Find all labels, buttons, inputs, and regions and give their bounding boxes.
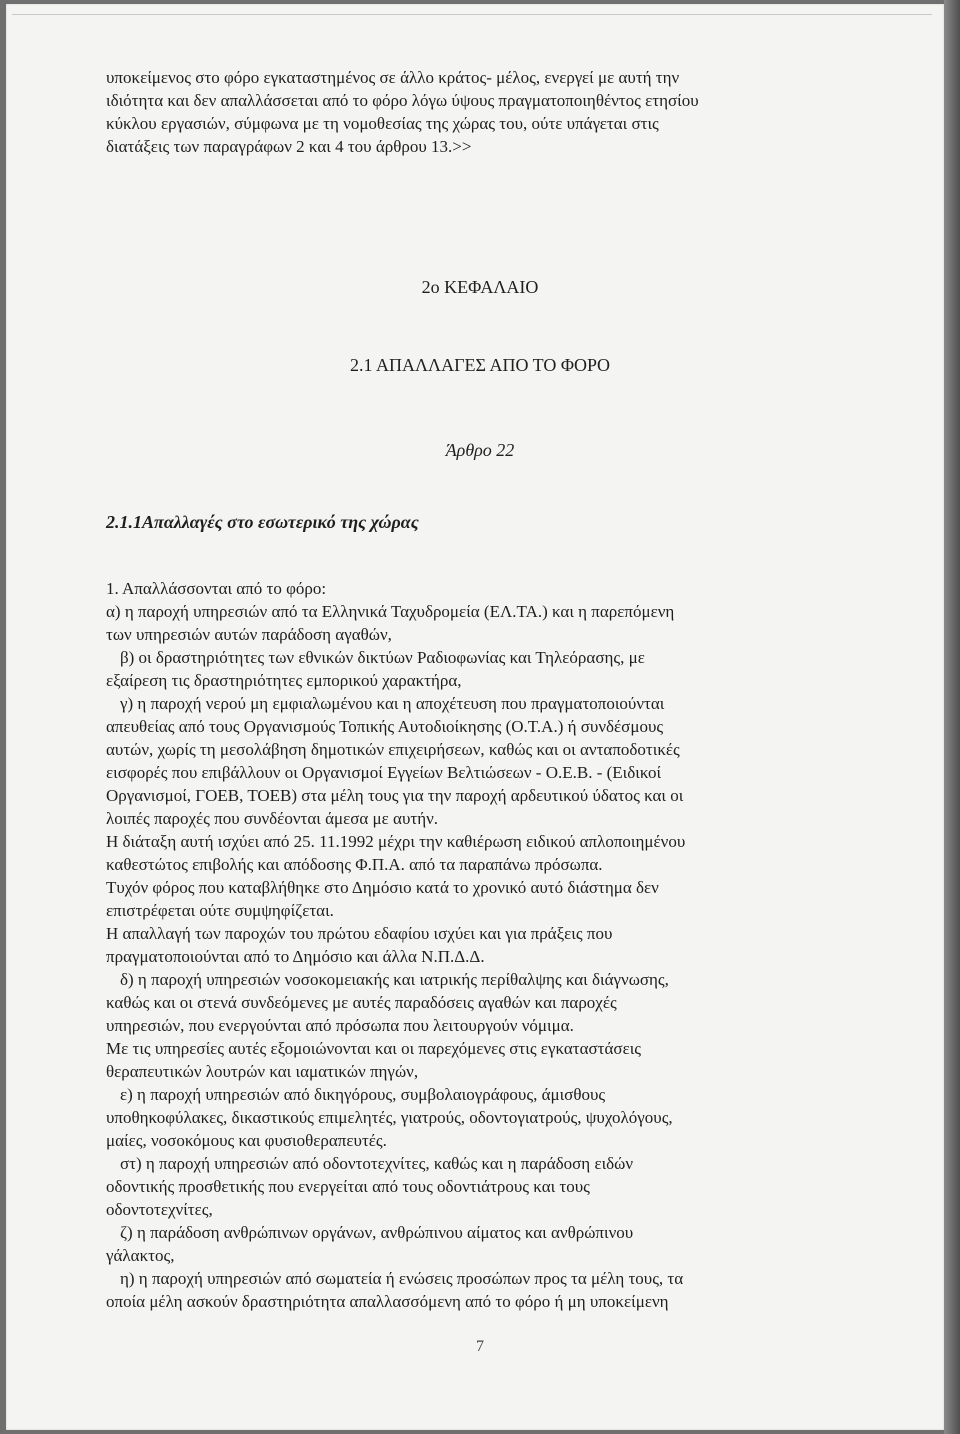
body-line: αυτών, χωρίς τη μεσολάβηση δημοτικών επιχειρήσεων, καθώς και οι ανταποδοτικές: [106, 740, 680, 759]
subsection-heading: 2.1.1Απαλλαγές στο εσωτερικό της χώρας: [106, 512, 419, 532]
page-edge-shadow: [944, 0, 960, 1434]
body-line: υπηρεσιών, που ενεργούνται από πρόσωπα που λειτουργούν νόμιμα.: [106, 1016, 574, 1035]
body-line: των υπηρεσιών αυτών παράδοση αγαθών,: [106, 625, 392, 644]
body-line: Με τις υπηρεσίες αυτές εξομοιώνονται και οι παρεχόμενες στις εγκαταστάσεις: [106, 1039, 642, 1058]
body-line: α) η παροχή υπηρεσιών από τα Ελληνικά Ταχυδρομεία (ΕΛ.ΤΑ.) και η παρεπόμενη: [106, 602, 675, 621]
intro-line: κύκλου εργασιών, σύμφωνα με τη νομοθεσίας της χώρας του, ούτε υπάγεται στις: [106, 114, 659, 133]
body-line: καθώς και οι στενά συνδεόμενες με αυτές παραδόσεις αγαθών και παροχές: [106, 993, 617, 1012]
intro-paragraph: [106, 66, 806, 158]
intro-line: διατάξεις των παραγράφων 2 και 4 του άρθρου 13.>>: [106, 137, 472, 156]
intro-line: ιδιότητα και δεν απαλλάσσεται από το φόρο λόγω ύψους πραγματοποιηθέντος ετησίου: [106, 91, 699, 110]
body-line: δ) η παροχή υπηρεσιών νοσοκομειακής και ιατρικής περίθαλψης και διάγνωσης,: [120, 970, 669, 989]
body-line: καθεστώτος επιβολής και απόδοσης Φ.Π.Α. από τα παραπάνω πρόσωπα.: [106, 855, 603, 874]
body-line: Οργανισμοί, ΓΟΕΒ, ΤΟΕΒ) στα μέλη τους για την παροχή αρδευτικού ύδατος και οι: [106, 786, 684, 805]
body-line: θεραπευτικών λουτρών και ιαματικών πηγών,: [106, 1062, 419, 1081]
body-line: γ) η παροχή νερού μη εμφιαλωμένου και η αποχέτευση που πραγματοποιούνται: [120, 694, 665, 713]
section-heading: 2.1 ΑΠΑΛΛΑΓΕΣ ΑΠΟ ΤΟ ΦΟΡΟ: [350, 355, 610, 375]
article-body: [106, 577, 806, 1313]
body-line: 1. Απαλλάσσονται από το φόρο:: [106, 579, 327, 598]
body-line: Η απαλλαγή των παροχών του πρώτου εδαφίου ισχύει και για πράξεις που: [106, 924, 613, 943]
body-line: λοιπές παροχές που συνδέονται άμεσα με αυτήν.: [106, 809, 439, 828]
body-line: ζ) η παράδοση ανθρώπινων οργάνων, ανθρώπινου αίματος και ανθρώπινου: [120, 1223, 634, 1242]
body-line: οδοντοτεχνίτες,: [106, 1200, 213, 1219]
body-line: υποθηκοφύλακες, δικαστικούς επιμελητές, γιατρούς, οδοντογιατρούς, ψυχολόγους,: [106, 1108, 673, 1127]
body-line: γάλακτος,: [106, 1246, 175, 1265]
body-line: ε) η παροχή υπηρεσιών από δικηγόρους, συμβολαιογράφους, άμισθους: [120, 1085, 606, 1104]
body-line: εισφορές που επιβάλλουν οι Οργανισμοί Εγγείων Βελτιώσεων - Ο.Ε.Β. - (Ειδικοί: [106, 763, 662, 782]
body-line: εξαίρεση τις δραστηριότητες εμπορικού χαρακτήρα,: [106, 671, 462, 690]
body-line: επιστρέφεται ούτε συμψηφίζεται.: [106, 901, 334, 920]
body-line: οποία μέλη ασκούν δραστηριότητα απαλλασσόμενη από το φόρο ή μη υποκείμενη: [106, 1292, 669, 1311]
body-line: β) οι δραστηριότητες των εθνικών δικτύων Ραδιοφωνίας και Τηλεόρασης, με: [120, 648, 645, 667]
body-line: απευθείας από τους Οργανισμούς Τοπικής Αυτοδιοίκησης (Ο.Τ.Α.) ή συνδέσμους: [106, 717, 664, 736]
chapter-heading: 2ο ΚΕΦΑΛΑΙΟ: [421, 277, 539, 297]
scan-top-line: [12, 14, 932, 15]
body-line: πραγματοποιούνται από το Δημόσιο και άλλα Ν.Π.Δ.Δ.: [106, 947, 485, 966]
body-line: η) η παροχή υπηρεσιών από σωματεία ή ενώσεις προσώπων προς τα μέλη τους, τα: [120, 1269, 684, 1288]
intro-line: υποκείμενος στο φόρο εγκαταστημένος σε άλλο κράτος- μέλος, ενεργεί με αυτή την: [106, 68, 680, 87]
article-heading: Άρθρο 22: [445, 440, 515, 460]
body-line: στ) η παροχή υπηρεσιών από οδοντοτεχνίτες, καθώς και η παράδοση ειδών: [120, 1154, 634, 1173]
body-line: Τυχόν φόρος που καταβλήθηκε στο Δημόσιο κατά το χρονικό αυτό διάστημα δεν: [106, 878, 659, 897]
body-line: Η διάταξη αυτή ισχύει από 25. 11.1992 μέχρι την καθιέρωση ειδικού απλοποιημένου: [106, 832, 686, 851]
body-line: μαίες, νοσοκόμους και φυσιοθεραπευτές.: [106, 1131, 387, 1150]
body-line: οδοντικής προσθετικής που ενεργείται από τους οδοντιάτρους και τους: [106, 1177, 590, 1196]
page-number: 7: [476, 1338, 484, 1355]
